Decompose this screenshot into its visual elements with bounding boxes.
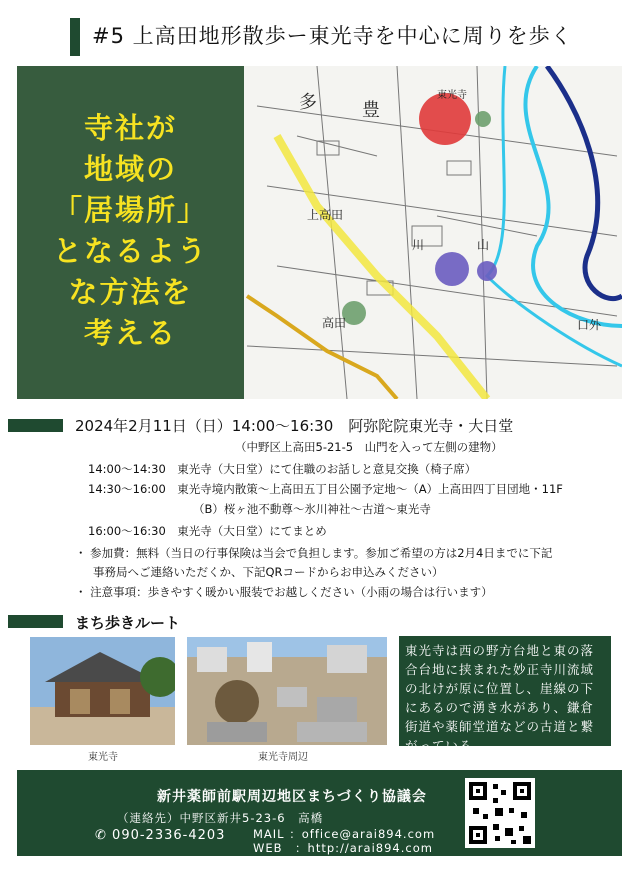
- web-line[interactable]: WEB ：http://arai894.com: [253, 841, 433, 855]
- photo-caption: 東光寺周辺: [258, 752, 308, 763]
- map-label: 川: [412, 238, 425, 252]
- footer: [17, 770, 622, 856]
- section-marker: [8, 615, 63, 628]
- map-label: 豊: [362, 100, 380, 121]
- title-accent-bar: [70, 18, 80, 56]
- mail-line[interactable]: MAIL ：office@arai894.com: [253, 827, 436, 841]
- map-label: 上高田: [307, 208, 344, 222]
- event-date: 2024年2月11日（日）14:00～16:30 阿弥陀院東光寺・大日堂: [75, 417, 514, 435]
- organization-name: 新井薬師前駅周辺地区まちづくり協議会: [157, 789, 427, 805]
- hero-panel: [17, 66, 244, 399]
- schedule-item: （B）桜ヶ池不動尊～氷川神社～古道～東光寺: [193, 502, 431, 516]
- event-address: （中野区上高田5-21-5 山門を入って左側の建物）: [235, 440, 503, 454]
- temple-description: 東光寺は西の野方台地と東の落合台地に挟まれた妙正寺川流域の北けが原に位置し、崖線の下にあるので湧き水があり、鎌倉街道や薬師堂道などの古道と繋がっている: [399, 636, 611, 746]
- note-line: 事務局へご連絡いただくか、下記QRコードからお申込みください）: [93, 565, 444, 579]
- hero-text: 寺社が 地域の 「居場所」 となるよう な方法を 考える: [52, 111, 208, 350]
- contact-address: （連絡先）中野区新井5-23-6 高橋: [117, 811, 324, 825]
- note-line: ・ 参加費：無料（当日の行事保険は当会で負担します。参加ご希望の方は2月4日までに下記: [75, 546, 553, 560]
- map-label: 高田: [322, 316, 347, 330]
- temple-photo: [30, 637, 175, 745]
- map-label: 東光寺: [437, 90, 467, 101]
- schedule-item: 14:30～16:00 東光寺境内散策～上高田五丁目公園予定地～（A）上高田四丁目団地・11F: [88, 482, 563, 496]
- schedule-item: 16:00～16:30 東光寺（大日堂）にてまとめ: [88, 524, 327, 538]
- phone-line: [95, 828, 225, 843]
- photo-caption: 東光寺: [88, 752, 118, 763]
- neighborhood-photo: [187, 637, 387, 745]
- phone-icon: ✆: [95, 828, 107, 843]
- map-label: 口外: [577, 318, 602, 332]
- route-section-title: まち歩きルート: [75, 614, 181, 632]
- page-title: #5 上高田地形散歩ー東光寺を中心に周りを歩く: [92, 24, 573, 48]
- section-marker: [8, 419, 63, 432]
- map-label: 山: [477, 238, 490, 252]
- map-label: 多: [299, 92, 317, 113]
- phone-number: 090-2336-4203: [112, 828, 226, 843]
- schedule-item: 14:00～14:30 東光寺（大日堂）にて住職のお話しと意見交換（椅子席）: [88, 462, 477, 476]
- note-line: ・ 注意事項：歩きやすく暖かい服装でお越しください（小雨の場合は行います）: [75, 585, 493, 599]
- qr-code[interactable]: [465, 778, 535, 848]
